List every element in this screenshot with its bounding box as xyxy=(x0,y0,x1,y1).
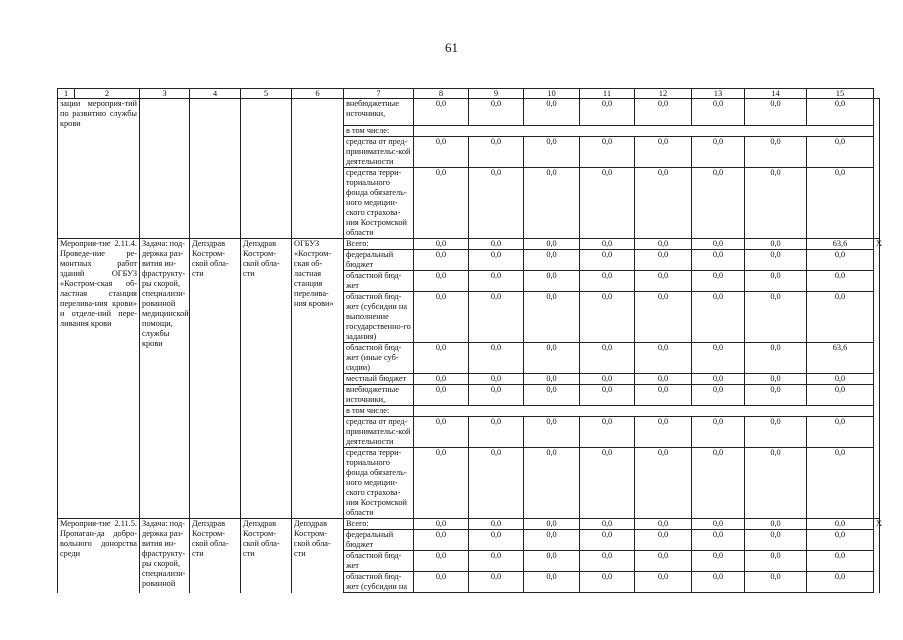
value-cell: 0,0 xyxy=(580,271,635,292)
value-cell: 0,0 xyxy=(524,519,580,530)
value-cell: 0,0 xyxy=(414,417,469,448)
value-cell: 0,0 xyxy=(745,385,807,406)
value-cell: 0,0 xyxy=(414,292,469,343)
value-cell: 0,0 xyxy=(635,385,692,406)
header-cell: 3 xyxy=(140,89,190,99)
empty-cell xyxy=(241,99,292,239)
value-cell: 0,0 xyxy=(580,292,635,343)
column-number-row xyxy=(58,89,880,99)
value-cell: 0,0 xyxy=(414,271,469,292)
value-cell: 0,0 xyxy=(414,343,469,374)
value-cell: 0,0 xyxy=(692,99,745,126)
value-cell: 0,0 xyxy=(692,385,745,406)
value-cell: 0,0 xyxy=(524,239,580,250)
col15-cell: X xyxy=(874,519,880,593)
value-cell: 0,0 xyxy=(524,417,580,448)
table-row xyxy=(58,239,880,250)
value-cell: 0,0 xyxy=(524,572,580,593)
value-cell: 0,0 xyxy=(745,572,807,593)
value-cell: 0,0 xyxy=(580,448,635,519)
value-cell: 0,0 xyxy=(692,271,745,292)
exec1-cell: Депздрав Костром-ской обла-сти xyxy=(190,519,241,593)
value-cell: 0,0 xyxy=(635,168,692,239)
value-cell: 0,0 xyxy=(745,551,807,572)
funding-source-cell: внебюджетные источники, xyxy=(344,99,414,126)
value-cell: 0,0 xyxy=(469,448,524,519)
value-cell: 63,6 xyxy=(807,343,874,374)
value-cell: 63,6 xyxy=(807,239,874,250)
value-cell: 0,0 xyxy=(524,551,580,572)
value-cell: 0,0 xyxy=(635,99,692,126)
value-cell: 0,0 xyxy=(469,374,524,385)
value-cell: 0,0 xyxy=(524,271,580,292)
table-row xyxy=(58,519,880,530)
header-cell: 13 xyxy=(692,89,745,99)
value-cell: 0,0 xyxy=(580,239,635,250)
value-cell: 0,0 xyxy=(469,292,524,343)
value-cell: 0,0 xyxy=(635,551,692,572)
funding-source-cell: в том числе: xyxy=(344,406,414,417)
value-cell: 0,0 xyxy=(635,343,692,374)
value-cell: 0,0 xyxy=(469,530,524,551)
value-cell: 0,0 xyxy=(469,343,524,374)
value-cell: 0,0 xyxy=(745,374,807,385)
funding-source-cell: областной бюд-жет (иные суб-сидии) xyxy=(344,343,414,374)
value-cell: 0,0 xyxy=(524,137,580,168)
funding-source-cell: Всего: xyxy=(344,519,414,530)
value-cell: 0,0 xyxy=(635,448,692,519)
funding-source-cell: местный бюджет xyxy=(344,374,414,385)
value-cell: 0,0 xyxy=(635,239,692,250)
funding-source-cell: областной бюд-жет (субсидии на выполнение государственно-го задания) xyxy=(344,292,414,343)
value-cell: 0,0 xyxy=(807,572,874,593)
empty-cell xyxy=(292,99,344,239)
value-cell: 0,0 xyxy=(469,572,524,593)
value-cell: 0,0 xyxy=(414,530,469,551)
funding-source-cell: средства от пред-принимательс-кой деятельности xyxy=(344,137,414,168)
value-cell: 0,0 xyxy=(469,168,524,239)
header-cell: 12 xyxy=(635,89,692,99)
value-cell: 0,0 xyxy=(692,519,745,530)
value-cell: 0,0 xyxy=(580,250,635,271)
value-cell: 0,0 xyxy=(580,519,635,530)
value-cell: 0,0 xyxy=(692,250,745,271)
value-cell: 0,0 xyxy=(807,99,874,126)
value-cell: 0,0 xyxy=(745,417,807,448)
value-cell: 0,0 xyxy=(745,519,807,530)
value-cell: 0,0 xyxy=(692,374,745,385)
value-cell: 0,0 xyxy=(635,250,692,271)
header-cell: 6 xyxy=(292,89,344,99)
funding-source-cell: средства терри-ториального фонда обязатель-ного медицин-ского страхова-ния Костромской области xyxy=(344,168,414,239)
value-cell: 0,0 xyxy=(745,271,807,292)
merged-cell xyxy=(414,126,874,137)
value-cell: 0,0 xyxy=(692,448,745,519)
value-cell: 0,0 xyxy=(807,417,874,448)
value-cell: 0,0 xyxy=(635,519,692,530)
value-cell: 0,0 xyxy=(469,417,524,448)
value-cell: 0,0 xyxy=(692,417,745,448)
value-cell: 0,0 xyxy=(414,385,469,406)
value-cell: 0,0 xyxy=(692,572,745,593)
table-row xyxy=(58,99,880,126)
header-cell: 8 xyxy=(414,89,469,99)
value-cell: 0,0 xyxy=(635,271,692,292)
value-cell: 0,0 xyxy=(692,239,745,250)
value-cell: 0,0 xyxy=(807,551,874,572)
exec2-cell: Депздрав Костром-ской обла-сти xyxy=(241,239,292,519)
exec2-cell: Депздрав Костром-ской обла-сти xyxy=(241,519,292,593)
funding-source-cell: областной бюд-жет (субсидии на xyxy=(344,572,414,593)
value-cell: 0,0 xyxy=(469,519,524,530)
page-number: 61 xyxy=(445,40,458,55)
header-cell: 15 xyxy=(807,89,874,99)
value-cell: 0,0 xyxy=(524,343,580,374)
merged-cell xyxy=(414,406,874,417)
value-cell: 0,0 xyxy=(524,99,580,126)
value-cell: 0,0 xyxy=(745,292,807,343)
value-cell: 0,0 xyxy=(807,374,874,385)
value-cell: 0,0 xyxy=(469,271,524,292)
value-cell: 0,0 xyxy=(635,292,692,343)
value-cell: 0,0 xyxy=(807,530,874,551)
exec1-cell: Депздрав Костром-ской обла-сти xyxy=(190,239,241,519)
value-cell: 0,0 xyxy=(524,374,580,385)
funding-source-cell: внебюджетные источники, xyxy=(344,385,414,406)
value-cell: 0,0 xyxy=(524,385,580,406)
activity-cell: Мероприя-тие 2.11.5. Пропаган-да добро-вольного донорства среди xyxy=(58,519,140,593)
funding-source-cell: Всего: xyxy=(344,239,414,250)
exec3-cell: ОГБУЗ «Костром-ская об-ластная станция перелива-ния крови» xyxy=(292,239,344,519)
value-cell: 0,0 xyxy=(635,572,692,593)
value-cell: 0,0 xyxy=(807,168,874,239)
value-cell: 0,0 xyxy=(469,250,524,271)
empty-cell xyxy=(190,99,241,239)
value-cell: 0,0 xyxy=(580,417,635,448)
header-cell: 7 xyxy=(344,89,414,99)
value-cell: 0,0 xyxy=(807,448,874,519)
header-cell: 5 xyxy=(241,89,292,99)
value-cell: 0,0 xyxy=(524,292,580,343)
funding-source-cell: федеральный бюджет xyxy=(344,530,414,551)
value-cell: 0,0 xyxy=(580,530,635,551)
value-cell: 0,0 xyxy=(524,530,580,551)
value-cell: 0,0 xyxy=(635,417,692,448)
value-cell: 0,0 xyxy=(469,239,524,250)
value-cell: 0,0 xyxy=(469,551,524,572)
value-cell: 0,0 xyxy=(635,530,692,551)
value-cell: 0,0 xyxy=(414,448,469,519)
value-cell: 0,0 xyxy=(807,137,874,168)
funding-source-cell: средства терри-ториального фонда обязатель-ного медицин-ского страхова-ния Костромской области xyxy=(344,448,414,519)
value-cell: 0,0 xyxy=(414,519,469,530)
value-cell: 0,0 xyxy=(414,551,469,572)
header-cell: 10 xyxy=(524,89,580,99)
value-cell: 0,0 xyxy=(414,137,469,168)
header-cell: 1 xyxy=(58,89,75,99)
value-cell: 0,0 xyxy=(414,99,469,126)
value-cell: 0,0 xyxy=(524,250,580,271)
funding-source-cell: областной бюд-жет xyxy=(344,551,414,572)
task-cell: Задача: под-держка раз-вития ин-фраструкту-ры скорой, специализи-рованной xyxy=(140,519,190,593)
value-cell: 0,0 xyxy=(469,137,524,168)
funding-source-cell: средства от пред-принимательс-кой деятельности xyxy=(344,417,414,448)
value-cell: 0,0 xyxy=(580,137,635,168)
value-cell: 0,0 xyxy=(580,168,635,239)
value-cell: 0,0 xyxy=(580,572,635,593)
value-cell: 0,0 xyxy=(745,137,807,168)
header-cell: 9 xyxy=(469,89,524,99)
value-cell: 0,0 xyxy=(414,239,469,250)
value-cell: 0,0 xyxy=(524,168,580,239)
value-cell: 0,0 xyxy=(745,168,807,239)
empty-cell xyxy=(140,99,190,239)
value-cell: 0,0 xyxy=(692,343,745,374)
value-cell: 0,0 xyxy=(807,385,874,406)
value-cell: 0,0 xyxy=(469,99,524,126)
header-cell: 4 xyxy=(190,89,241,99)
value-cell: 0,0 xyxy=(807,271,874,292)
value-cell: 0,0 xyxy=(692,137,745,168)
value-cell: 0,0 xyxy=(414,374,469,385)
value-cell: 0,0 xyxy=(635,137,692,168)
value-cell: 0,0 xyxy=(524,448,580,519)
task-cell: Задача: под-держка раз-вития ин-фраструкту-ры скорой, специализи-рованной медицинской помощи, службы крови xyxy=(140,239,190,519)
funding-source-cell: федеральный бюджет xyxy=(344,250,414,271)
value-cell: 0,0 xyxy=(692,292,745,343)
value-cell: 0,0 xyxy=(745,239,807,250)
value-cell: 0,0 xyxy=(580,99,635,126)
value-cell: 0,0 xyxy=(745,530,807,551)
value-cell: 0,0 xyxy=(692,530,745,551)
value-cell: 0,0 xyxy=(692,551,745,572)
header-cell: 11 xyxy=(580,89,635,99)
value-cell: 0,0 xyxy=(745,250,807,271)
header-cell: 2 xyxy=(75,89,140,99)
col15-cell xyxy=(874,99,880,239)
value-cell: 0,0 xyxy=(580,551,635,572)
activity-cell: Мероприя-тие 2.11.4. Проведе-ние ре-монтных работ зданий ОГБУЗ «Костром-ская об-ластная станция перелива-ния крови» и отделе-ний пере-ливания крови xyxy=(58,239,140,519)
finance-table xyxy=(57,88,880,593)
value-cell: 0,0 xyxy=(414,250,469,271)
value-cell: 0,0 xyxy=(580,385,635,406)
value-cell: 0,0 xyxy=(807,519,874,530)
header-cell: 14 xyxy=(745,89,807,99)
value-cell: 0,0 xyxy=(692,168,745,239)
value-cell: 0,0 xyxy=(635,374,692,385)
funding-source-cell: областной бюд-жет xyxy=(344,271,414,292)
value-cell: 0,0 xyxy=(745,448,807,519)
value-cell: 0,0 xyxy=(414,168,469,239)
value-cell: 0,0 xyxy=(580,343,635,374)
exec3-cell: Депздрав Костром-ской обла-сти xyxy=(292,519,344,593)
value-cell: 0,0 xyxy=(469,385,524,406)
value-cell: 0,0 xyxy=(414,572,469,593)
value-cell: 0,0 xyxy=(807,250,874,271)
value-cell: 0,0 xyxy=(745,343,807,374)
col15-cell: X xyxy=(874,239,880,519)
value-cell: 0,0 xyxy=(580,374,635,385)
value-cell: 0,0 xyxy=(807,292,874,343)
activity-cell: зации мероприя-тий по развитию службы крови xyxy=(58,99,140,239)
funding-source-cell: в том числе: xyxy=(344,126,414,137)
value-cell: 0,0 xyxy=(745,99,807,126)
